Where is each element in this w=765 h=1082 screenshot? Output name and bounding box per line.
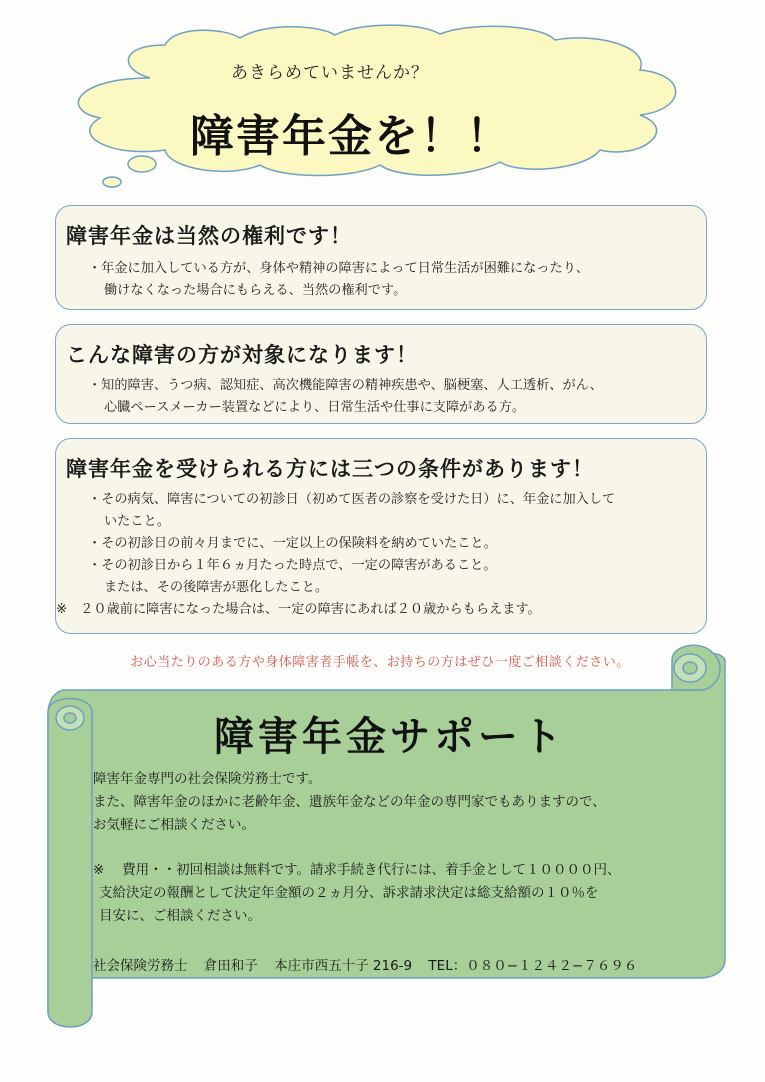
condition-line: または、その後障害が悪化したこと。: [104, 580, 329, 595]
contact-info: [93, 954, 713, 974]
header-subtitle: あきらめていませんか？: [231, 63, 429, 83]
support-intro-line: 障害年金専門の社会保険労務士です。: [93, 771, 322, 787]
condition-line: ・その初診日の前々月までに、一定以上の保険料を納めていたこと。: [88, 536, 497, 551]
fee-line: 支給決定の報酬として決定年金額の２ヵ月分、訴求請求決定は総支給額の１０％を: [99, 885, 599, 901]
contact-address: 本庄市西五十子 216-9: [274, 958, 413, 974]
fee-line: 目安に、ご相談ください。: [99, 908, 261, 924]
contact-role: 社会保険労務士: [93, 958, 188, 974]
consultation-notice: お心当たりのある方や身体障害者手帳を、お持ちの方はぜひ一度ご相談ください。: [130, 655, 630, 670]
eligibility-section: [55, 324, 707, 424]
contact-name: 倉田和子: [203, 958, 258, 974]
condition-line: いたこと。: [104, 514, 170, 529]
conditions-section: [55, 438, 707, 634]
condition-note: ※ ２０歳前に障害になった場合は、一定の障害にあれば２０歳からもらえます。: [56, 602, 541, 617]
rights-line: 働けなくなった場合にもらえる、当然の権利です。: [104, 283, 407, 298]
rights-section: [55, 205, 707, 310]
conditions-heading: 障害年金を受けられる方には三つの条件があります！: [66, 457, 594, 481]
rights-line: ・年金に加入している方が、身体や精神の障害によって日常生活が困難になったり、: [88, 261, 590, 276]
support-intro-line: お気軽にご相談ください。: [93, 817, 255, 833]
fee-line: ※ 費用・・初回相談は無料です。請求手続き代行には、着手金として１００００円、: [93, 862, 621, 878]
header-title: 障害年金を！！: [190, 111, 512, 162]
condition-line: ・その病気、障害についての初診日（初めて医者の診察を受けた日）に、年金に加入して: [88, 492, 616, 507]
eligibility-line: 心臓ペースメーカー装置などにより、日常生活や仕事に支障がある方。: [104, 400, 526, 415]
condition-line: ・その初診日から１年６ヵ月たった時点で、一定の障害があること。: [88, 558, 497, 573]
contact-tel: TEL：０８０−１２４２−７６９６: [428, 958, 638, 974]
support-title: 障害年金サポート: [214, 714, 566, 760]
rights-heading: 障害年金は当然の権利です！: [66, 224, 352, 248]
eligibility-line: ・知的障害、うつ病、認知症、高次機能障害の精神疾患や、脳梗塞、人工透析、がん、: [88, 378, 603, 393]
support-body: [93, 768, 703, 928]
support-intro-line: また、障害年金のほかに老齢年金、遺族年金などの年金の専門家でもありますので、: [93, 794, 606, 810]
eligibility-heading: こんな障害の方が対象になります！: [66, 343, 418, 367]
